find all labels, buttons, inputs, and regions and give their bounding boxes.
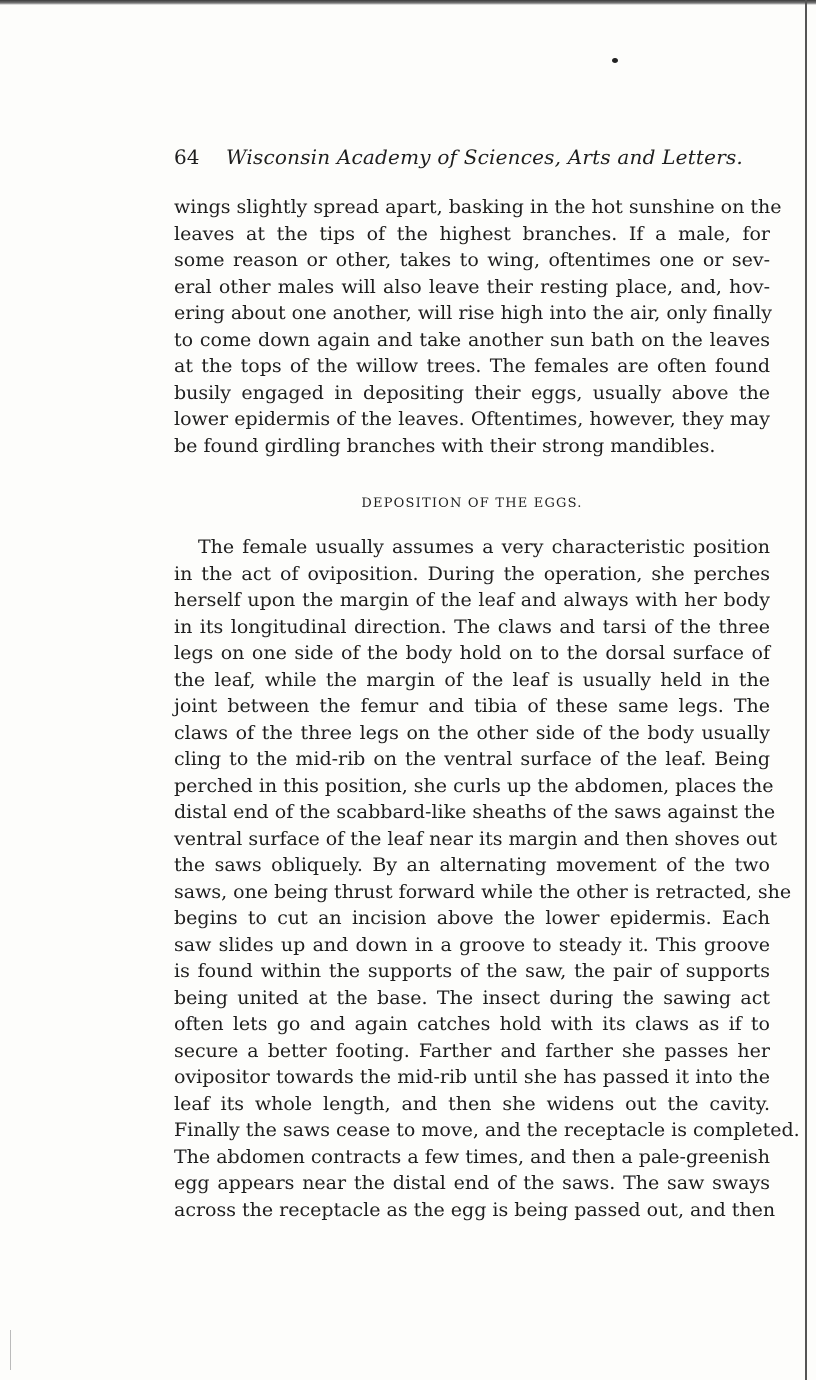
- text-line: eral other males will also leave their resting place, and, hov-: [174, 275, 770, 298]
- text-line: some reason or other, takes to wing, oftentimes one or sev-: [174, 249, 770, 271]
- text-line: busily engaged in depositing their eggs, usually above the: [174, 381, 770, 404]
- text-line: saws, one being thrust forward while the other is retracted, she: [174, 880, 792, 903]
- journal-title: Wisconsin Academy of Sciences, Arts and Letters.: [226, 145, 743, 169]
- text-line: claws of the three legs on the other side of the body usually: [174, 721, 770, 744]
- text-line: Finally the saws cease to move, and the receptacle is completed.: [174, 1119, 800, 1141]
- running-head: [174, 145, 743, 169]
- section-heading: DEPOSITION OF THE EGGS.: [361, 496, 583, 511]
- text-line: distal end of the scabbard-like sheaths of the saws against the: [174, 801, 776, 823]
- paragraph-2: [174, 534, 800, 1223]
- text-line: in its longitudinal direction. The claws and tarsi of the three: [174, 615, 770, 638]
- ink-dot: [612, 58, 618, 63]
- text-line: in the act of oviposition. During the operation, she perches: [174, 562, 770, 585]
- text-line: ventral surface of the leaf near its margin and then shoves out: [174, 827, 778, 850]
- text-line: leaves at the tips of the highest branches. If a male, for: [174, 222, 770, 245]
- text-line: herself upon the margin of the leaf and always with her body: [174, 589, 770, 611]
- text-line: egg appears near the distal end of the saws. The saw sways: [174, 1172, 770, 1194]
- text-line: wings slightly spread apart, basking in the hot sunshine on the: [174, 196, 782, 218]
- text-line: at the tops of the willow trees. The females are often found: [174, 355, 770, 377]
- text-line: lower epidermis of the leaves. Oftentimes, however, they may: [174, 408, 770, 430]
- text-line: The abdomen contracts a few times, and then a pale-greenish: [174, 1145, 770, 1168]
- top-border-rule: [0, 0, 816, 5]
- text-line: the saws obliquely. By an alternating movement of the two: [174, 854, 770, 876]
- text-line: often lets go and again catches hold with its claws as if to: [174, 1013, 770, 1035]
- paragraph-1: [174, 194, 782, 459]
- text-line: ering about one another, will rise high into the air, only finally: [174, 302, 773, 324]
- text-line: is found within the supports of the saw, the pair of supports: [174, 960, 770, 982]
- text-line: be found girdling branches with their strong mandibles.: [174, 434, 716, 457]
- text-line: ovipositor towards the mid-rib until she has passed it into the: [174, 1066, 770, 1088]
- text-line: perched in this position, she curls up the abdomen, places the: [174, 774, 774, 797]
- text-line: joint between the femur and tibia of these same legs. The: [174, 695, 770, 717]
- text-line: The female usually assumes a very characteristic position: [198, 536, 770, 558]
- text-line: legs on one side of the body hold on to the dorsal surface of: [174, 642, 770, 664]
- text-line: begins to cut an incision above the lower epidermis. Each: [174, 907, 770, 929]
- text-line: saw slides up and down in a groove to steady it. This groove: [174, 933, 770, 956]
- right-margin-rule: [805, 0, 807, 1380]
- scan-speck: [10, 1330, 11, 1370]
- text-line: to come down again and take another sun bath on the leaves: [174, 328, 770, 351]
- text-line: being united at the base. The insect during the sawing act: [174, 986, 770, 1009]
- text-line: leaf its whole length, and then she widens out the cavity.: [174, 1092, 770, 1115]
- text-line: the leaf, while the margin of the leaf is usually held in the: [174, 668, 770, 691]
- page-number: 64: [174, 145, 200, 169]
- text-line: secure a better footing. Farther and farther she passes her: [174, 1039, 770, 1062]
- text-line: cling to the mid-rib on the ventral surface of the leaf. Being: [174, 748, 770, 770]
- text-line: across the receptacle as the egg is being passed out, and then: [174, 1198, 776, 1221]
